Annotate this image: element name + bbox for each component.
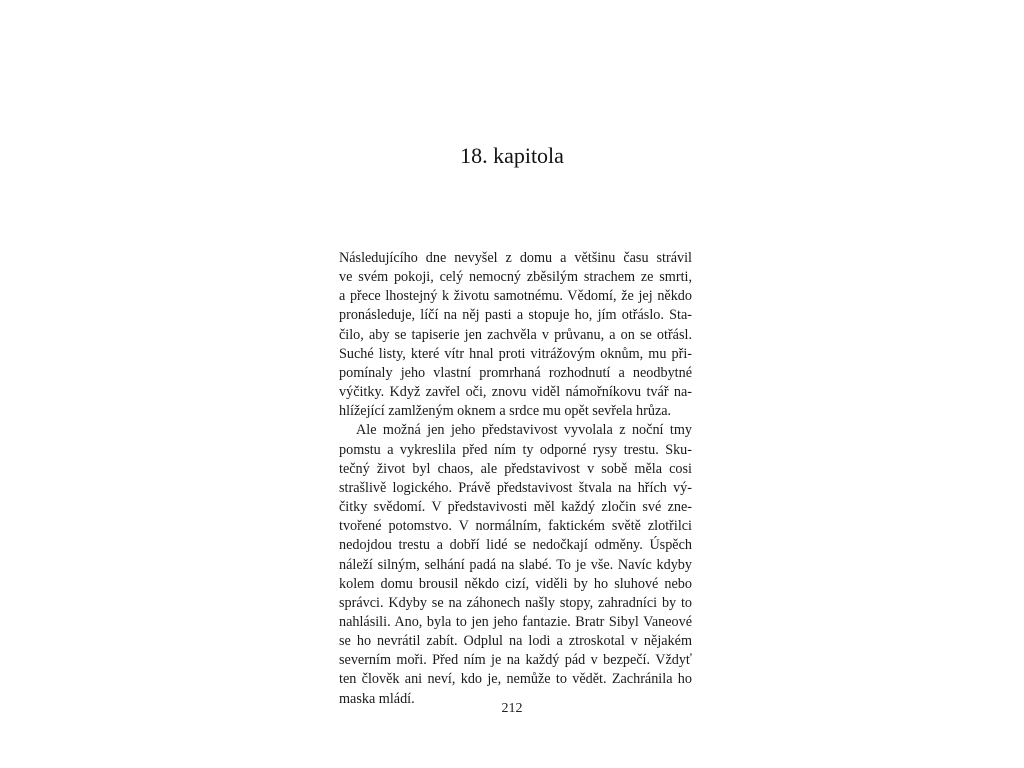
page-number: 212 xyxy=(501,701,523,716)
paragraph xyxy=(339,249,692,421)
text-line: a přece lhostejný k životu samotnému. Vědomí, že jej někdo xyxy=(339,288,692,305)
body-text xyxy=(339,249,692,709)
text-line: tvořené potomstvo. V normálním, faktickém světě zlotřilci xyxy=(339,518,692,535)
text-line: Suché listy, které vítr hnal proti vitrážovým oknům, mu při- xyxy=(339,345,692,362)
text-line: maska mládí. xyxy=(339,690,415,707)
text-line: pronásleduje, líčí na něj pasti a stopuje ho, jím otřáslo. Sta- xyxy=(339,307,692,324)
paragraph xyxy=(339,421,692,708)
text-line: ve svém pokoji, celý nemocný zběsilým strachem ze smrti, xyxy=(339,269,692,286)
text-line: kolem domu brousil někdo cizí, viděli by ho sluhové nebo xyxy=(339,575,692,592)
text-line: čilo, aby se tapiserie jen zachvěla v průvanu, a on se otřásl. xyxy=(339,326,692,343)
text-line: severním moři. Před ním je na každý pád v bezpečí. Vždyť xyxy=(339,652,692,669)
text-line: hlížející zamlženým oknem a srdce mu opět sevřela hrůza. xyxy=(339,403,672,420)
text-line: strašlivě logického. Právě představivost štvala na hřích vý- xyxy=(339,479,692,496)
text-line: se ho nevrátil zabít. Odplul na lodi a ztroskotal v nějakém xyxy=(339,633,692,650)
text-line: náleží silným, selhání padá na slabé. To je vše. Navíc kdyby xyxy=(339,556,692,573)
text-line: čitky svědomí. V představivosti měl každý zločin své zne- xyxy=(339,499,692,516)
text-line: ten člověk ani neví, kdo je, nemůže to vědět. Zachránila ho xyxy=(339,671,692,688)
text-line: Následujícího dne nevyšel z domu a většinu času strávil xyxy=(339,250,692,266)
text-line: nedojdou trestu a dobří lidé se nedočkají odměny. Úspěch xyxy=(339,537,692,554)
text-line: Ale možná jen jeho představivost vyvolala z noční tmy xyxy=(356,422,692,439)
text-line: správci. Kdyby se na záhonech našly stopy, zahradníci by to xyxy=(339,594,692,611)
text-line: výčitky. Když zavřel oči, znovu viděl námořníkovu tvář na- xyxy=(339,384,692,401)
chapter-title: 18. kapitola xyxy=(460,143,564,168)
text-line: pomstu a vykreslila před ním ty odporné rysy trestu. Sku- xyxy=(339,441,692,458)
text-line: pomínaly jeho vlastní promrhaná rozhodnutí a neodbytné xyxy=(339,364,692,381)
text-line: nahlásili. Ano, byla to jen jeho fantazie. Bratr Sibyl Vaneové xyxy=(339,613,692,630)
text-line: tečný život byl chaos, ale představivost v sobě měla cosi xyxy=(339,460,692,477)
